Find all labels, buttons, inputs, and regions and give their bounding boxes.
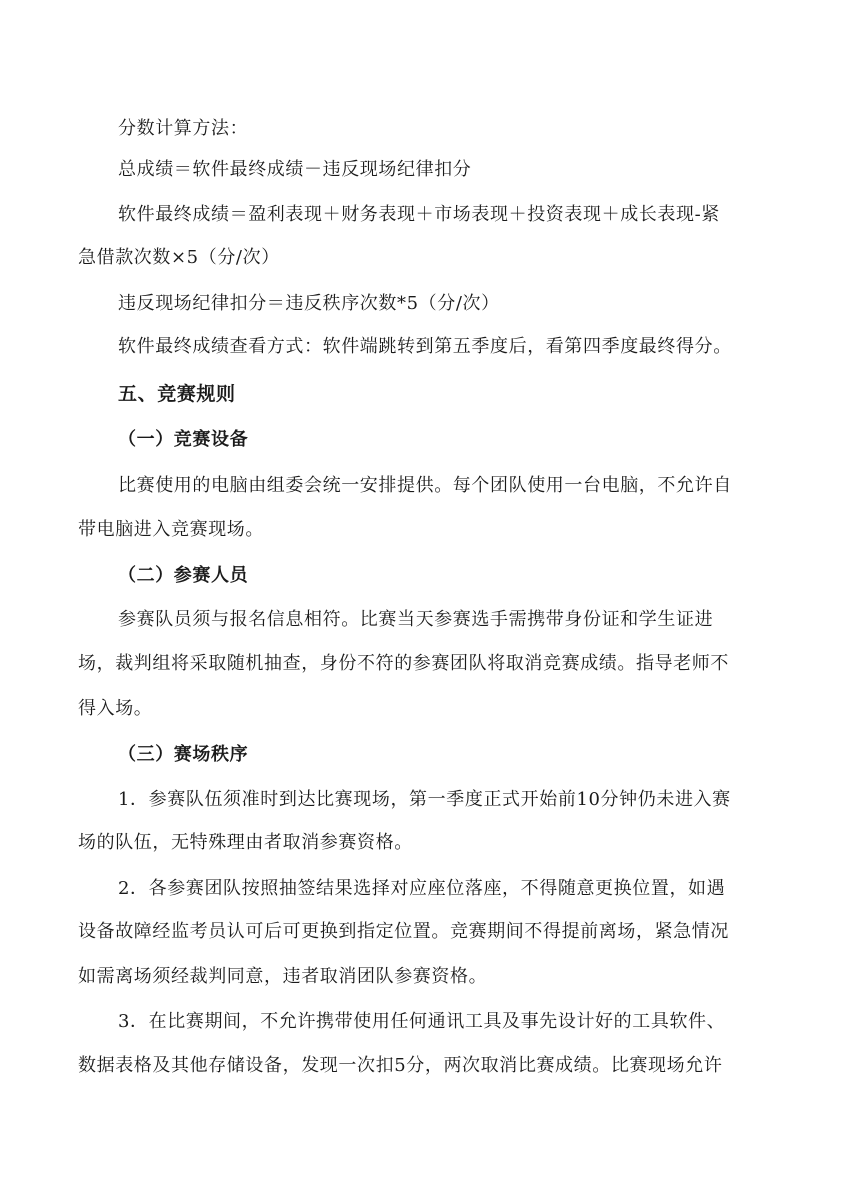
text-line: 设备故障经监考员认可后可更换到指定位置。竞赛期间不得提前离场，紧急情况 [78, 921, 729, 942]
text-line: 参赛队员须与报名信息相符。比赛当天参赛选手需携带身份证和学生证进 [118, 609, 714, 630]
text-line: 3．在比赛期间，不允许携带使用任何通讯工具及事先设计好的工具软件、 [118, 1011, 726, 1032]
text-line: 2．各参赛团队按照抽签结果选择对应座位落座，不得随意更换位置，如遇 [118, 878, 726, 899]
text-line: 场的队伍，无特殊理由者取消参赛资格。 [78, 832, 413, 853]
text-line: 比赛使用的电脑由组委会统一安排提供。每个团队使用一台电脑，不允许自 [118, 475, 732, 496]
subsection-heading: （三）赛场秩序 [118, 744, 249, 765]
text-line: 数据表格及其他存储设备，发现一次扣5分，两次取消比赛成绩。比赛现场允许 [78, 1055, 723, 1076]
text-line: 软件最终成绩＝盈利表现＋财务表现＋市场表现＋投资表现＋成长表现-紧 [118, 204, 720, 225]
subsection-heading: （一）竞赛设备 [118, 429, 249, 450]
text-line: 1．参赛队伍须准时到达比赛现场，第一季度正式开始前10分钟仍未进入赛 [118, 789, 731, 810]
text-line: 分数计算方法： [118, 118, 249, 139]
text-line: 场，裁判组将采取随机抽查，身份不符的参赛团队将取消竞赛成绩。指导老师不 [78, 653, 729, 674]
text-line: 带电脑进入竞赛现场。 [78, 519, 264, 540]
text-line: 软件最终成绩查看方式：软件端跳转到第五季度后，看第四季度最终得分。 [118, 336, 732, 357]
text-line: 得入场。 [78, 698, 153, 719]
text-line: 违反现场纪律扣分＝违反秩序次数*5（分/次） [118, 293, 500, 314]
subsection-heading: （二）参赛人员 [118, 565, 249, 586]
text-line: 急借款次数×5（分/次） [78, 247, 280, 268]
text-line: 如需离场须经裁判同意，违者取消团队参赛资格。 [78, 966, 488, 987]
section-heading: 五、竞赛规则 [118, 383, 236, 405]
text-line: 总成绩＝软件最终成绩－违反现场纪律扣分 [118, 159, 472, 180]
